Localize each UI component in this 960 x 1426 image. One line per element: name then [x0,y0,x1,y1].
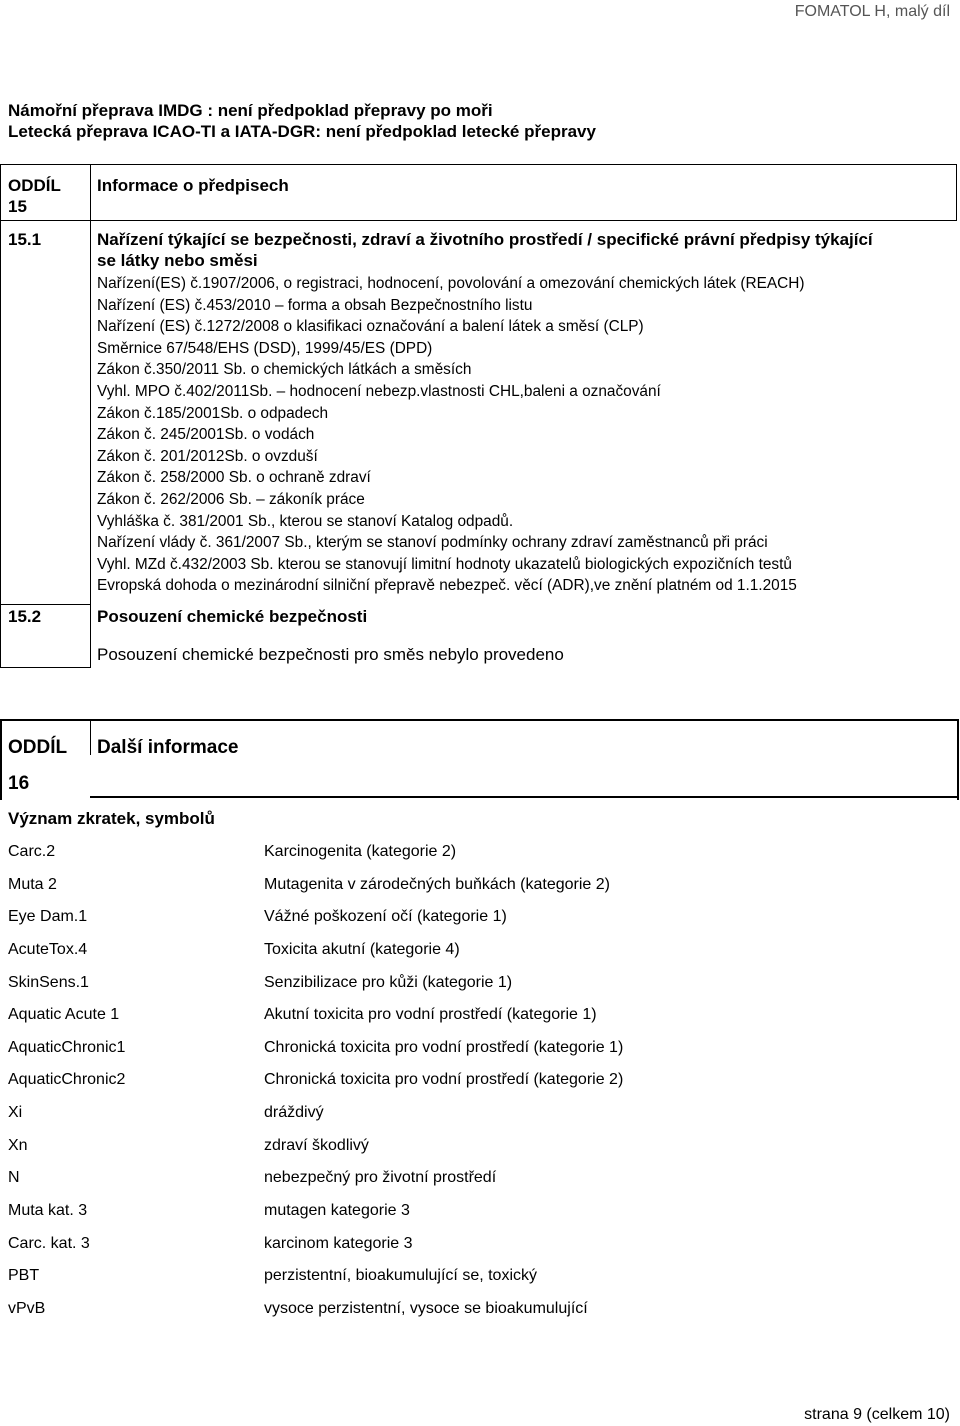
regulation-item: Zákon č. 201/2012Sb. o ovzduší [97,447,318,465]
abbreviation-description: Chronická toxicita pro vodní prostředí (kategorie 1) [264,1038,624,1056]
abbreviation-description: vysoce perzistentní, vysoce se bioakumulující [264,1299,588,1317]
regulation-item: Zákon č. 258/2000 Sb. o ochraně zdraví [97,469,371,487]
regulation-item: Zákon č. 262/2006 Sb. – zákoník práce [97,490,365,508]
abbreviation-code: AquaticChronic2 [8,1071,126,1089]
abbreviation-code: Muta 2 [8,875,57,893]
section15-bottom-border [0,667,91,668]
subsection-15-1-title-line2: se látky nebo směsi [97,251,258,270]
section16-label: ODDÍL [8,737,68,758]
section15-label: ODDÍL [8,176,61,195]
abbreviation-description: Vážné poškození očí (kategorie 1) [264,908,507,926]
abbreviation-description: zdraví škodlivý [264,1136,369,1154]
section15-right-border [956,164,957,220]
section16-header-divider [90,796,959,798]
section16-top-border [0,719,959,721]
abbreviation-code: SkinSens.1 [8,973,89,991]
subsection-15-2-title: Posouzení chemické bezpečnosti [97,607,368,626]
section16-number: 16 [8,773,30,794]
abbreviation-code: Aquatic Acute 1 [8,1006,120,1024]
section16-title: Další informace [97,737,239,758]
abbreviation-description: perzistentní, bioakumulující se, toxický [264,1267,538,1285]
abbreviation-description: mutagen kategorie 3 [264,1202,410,1220]
document-title: FOMATOL H, malý díl [794,3,950,20]
abbreviation-code: AcuteTox.4 [8,940,88,958]
subsection-15-2-text: Posouzení chemické bezpečnosti pro směs nebylo provedeno [97,645,564,664]
abbreviation-code: Eye Dam.1 [8,908,88,926]
regulation-item: Zákon č.350/2011 Sb. o chemických látkách a směsích [97,361,472,379]
abbreviation-description: Senzibilizace pro kůži (kategorie 1) [264,973,513,991]
section15-column-divider [90,164,91,668]
section15-header-divider [0,220,957,221]
abbreviation-code: AquaticChronic1 [8,1038,126,1056]
abbreviation-code: Carc. kat. 3 [8,1234,90,1252]
abbreviation-description: dráždivý [264,1104,324,1122]
regulation-item: Vyhláška č. 381/2001 Sb., kterou se stanoví Katalog odpadů. [97,512,514,530]
transport-imdg: Námořní přeprava IMDG : není předpoklad přepravy po moři [8,101,493,120]
page-number: strana 9 (celkem 10) [804,1406,950,1423]
abbreviation-description: karcinom kategorie 3 [264,1234,413,1252]
regulation-item: Vyhl. MPO č.402/2011Sb. – hodnocení nebezp.vlastnosti CHL,baleni a označování [97,382,661,400]
abbreviation-code: Xn [8,1136,28,1154]
abbreviation-description: Toxicita akutní (kategorie 4) [264,940,460,958]
abbreviation-description: nebezpečný pro životní prostředí [264,1169,497,1187]
regulation-item: Nařízení (ES) č.453/2010 – forma a obsah Bezpečnostního listu [97,296,533,314]
regulation-item: Vyhl. MZd č.432/2003 Sb. kterou se stanovují limitní hodnoty ukazatelů biologických expozičních testů [97,555,792,573]
regulations-list [97,273,804,597]
section16-column-divider [90,719,91,755]
abbreviation-description: Karcinogenita (kategorie 2) [264,843,457,860]
abbreviation-code: Carc.2 [8,843,56,860]
abbreviation-description: Chronická toxicita pro vodní prostředí (kategorie 2) [264,1071,624,1089]
section15-title: Informace o předpisech [97,176,289,195]
section16-left-border [0,719,2,800]
section15-number: 15 [8,197,27,216]
abbreviation-code: N [8,1169,20,1187]
regulation-item: Nařízení(ES) č.1907/2006, o registraci, hodnocení, povolování a omezování chemických látek (REACH) [97,275,805,292]
abbreviations-heading: Význam zkratek, symbolů [8,809,215,828]
abbreviation-code: vPvB [8,1299,46,1317]
abbreviation-code: Xi [8,1104,23,1122]
regulation-item: Nařízení (ES) č.1272/2008 o klasifikaci označování a balení látek a směsí (CLP) [97,318,644,336]
regulation-item: Nařízení vlády č. 361/2007 Sb., kterým se stanoví podmínky ochrany zdraví zaměstnanců při práci [97,534,768,552]
abbreviation-description: Mutagenita v zárodečných buňkách (kategorie 2) [264,875,610,893]
regulation-item: Zákon č. 245/2001Sb. o vodách [97,426,315,444]
subsection-15-1-title-line1: Nařízení týkající se bezpečnosti, zdraví a životního prostředí / specifické právní předpisy týkající [97,230,873,249]
regulation-item: Zákon č.185/2001Sb. o odpadech [97,404,329,422]
abbreviation-code: PBT [8,1267,40,1285]
abbreviation-description: Akutní toxicita pro vodní prostředí (kategorie 1) [264,1006,597,1024]
transport-icao: Letecká přeprava ICAO-TI a IATA-DGR: není předpoklad letecké přepravy [8,122,596,141]
section15-left-border [0,164,1,668]
abbreviation-code: Muta kat. 3 [8,1202,88,1220]
regulation-item: Evropská dohoda o mezinárodní silniční přepravě nebezpeč. věcí (ADR),ve znění platném od 1.1.2015 [97,577,797,595]
subsection-15-2-number: 15.2 [8,607,42,626]
subsection-15-1-number: 15.1 [8,230,42,249]
section16-right-border [957,719,959,800]
section15-top-border [0,164,957,165]
regulation-item: Směrnice 67/548/EHS (DSD), 1999/45/ES (DPD) [97,339,433,357]
section15-sub2-divider [0,604,91,605]
